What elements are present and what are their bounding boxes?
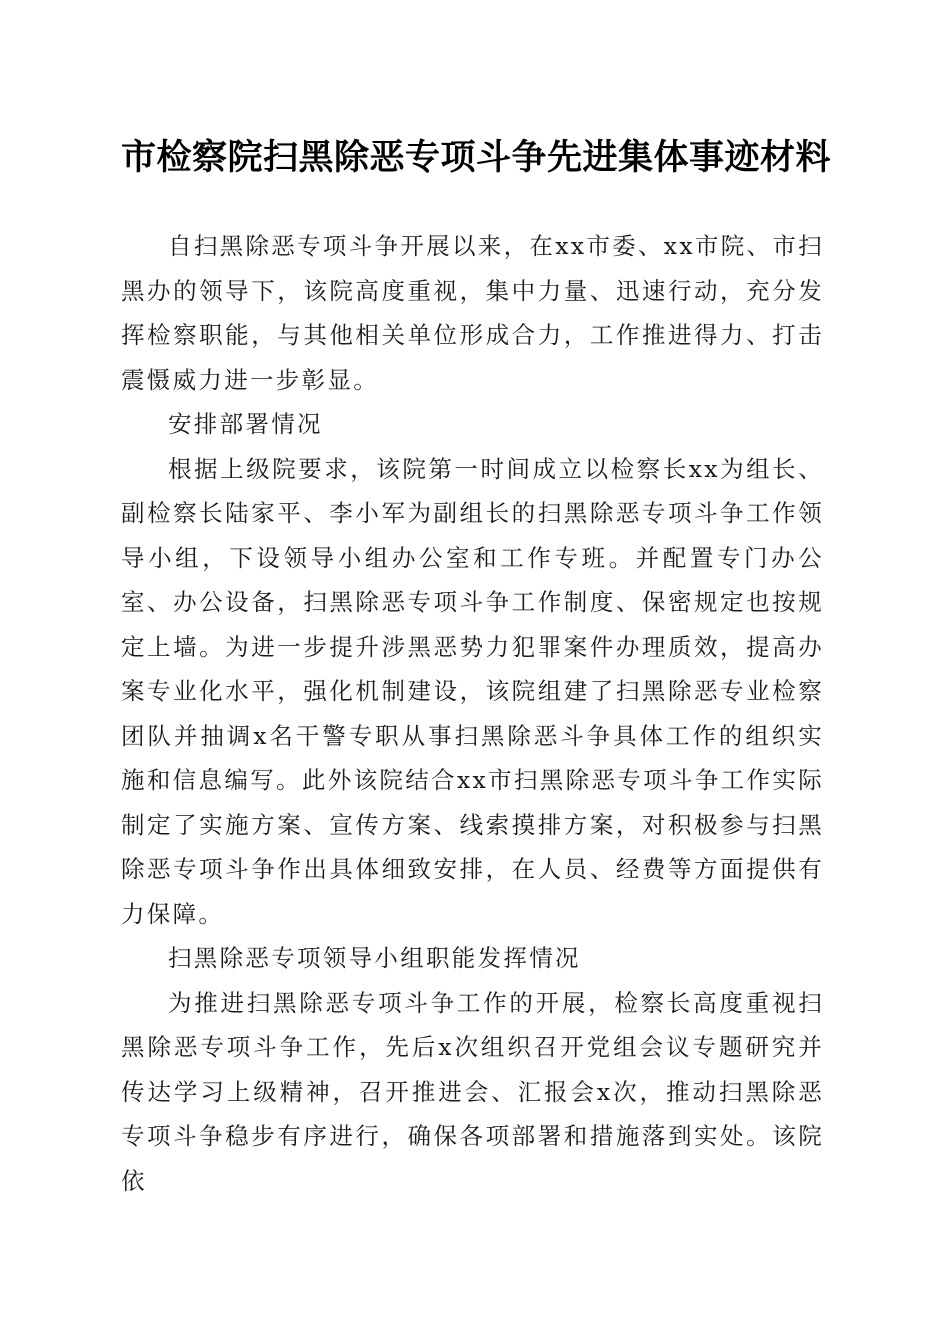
document-page <box>121 128 832 1203</box>
document-body <box>121 224 824 1203</box>
leadership-group-paragraph: 为推进扫黑除恶专项斗争工作的开展，检察长高度重视扫黑除恶专项斗争工作，先后x次组织召开党组会议专题研究并传达学习上级精神，召开推进会、汇报会x次，推动扫黑除恶专项斗争稳步有序进行，确保各项部署和措施落到实处。该院依 <box>121 988 824 1195</box>
section-heading-arrangement: 安排部署情况 <box>168 410 323 438</box>
section-heading-leadership-group: 扫黑除恶专项领导小组职能发挥情况 <box>168 944 581 972</box>
arrangement-paragraph: 根据上级院要求，该院第一时间成立以检察长xx为组长、副检察长陆家平、李小军为副组长的扫黑除恶专项斗争工作领导小组，下设领导小组办公室和工作专班。并配置专门办公室、办公设备，扫黑除恶专项斗争工作制度、保密规定也按规定上墙。为进一步提升涉黑恶势力犯罪案件办理质效，提高办案专业化水平，强化机制建设，该院组建了扫黑除恶专业检察团队并抽调x名干警专职从事扫黑除恶斗争具体工作的组织实施和信息编写。此外该院结合xx市扫黑除恶专项斗争工作实际制定了实施方案、宣传方案、线索摸排方案，对积极参与扫黑除恶专项斗争作出具体细致安排，在人员、经费等方面提供有力保障。 <box>121 454 824 928</box>
intro-paragraph: 自扫黑除恶专项斗争开展以来，在xx市委、xx市院、市扫黑办的领导下，该院高度重视，集中力量、迅速行动，充分发挥检察职能，与其他相关单位形成合力，工作推进得力、打击震慑威力进一步彰显。 <box>121 232 824 394</box>
document-title: 市检察院扫黑除恶专项斗争先进集体事迹材料 <box>121 137 832 178</box>
